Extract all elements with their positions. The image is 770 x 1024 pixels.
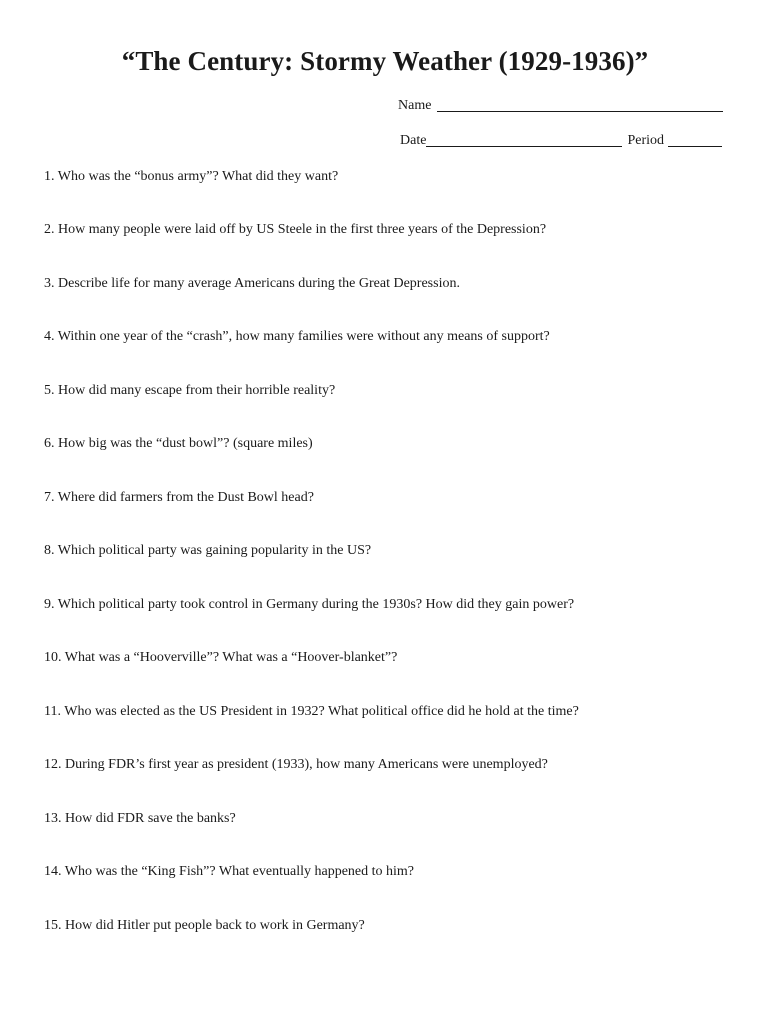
question-6: 6. How big was the “dust bowl”? (square miles): [44, 436, 313, 451]
question-2: 2. How many people were laid off by US Steele in the first three years of the Depression?: [44, 222, 547, 237]
question-3: 3. Describe life for many average Americans during the Great Depression.: [44, 276, 460, 291]
period-label: Period: [627, 133, 664, 148]
name-blank-line[interactable]: [437, 99, 723, 112]
date-period-field[interactable]: [400, 133, 722, 149]
question-13: 13. How did FDR save the banks?: [44, 811, 236, 826]
date-label: Date: [400, 133, 427, 148]
question-8: 8. Which political party was gaining popularity in the US?: [44, 543, 372, 558]
question-1: 1. Who was the “bonus army”? What did they want?: [44, 169, 339, 184]
question-4: 4. Within one year of the “crash”, how many families were without any means of support?: [44, 329, 550, 344]
question-5: 5. How did many escape from their horrible reality?: [44, 383, 336, 398]
question-12: 12. During FDR’s first year as president (1933), how many Americans were unemployed?: [44, 757, 548, 772]
page-title: “The Century: Stormy Weather (1929-1936)”: [121, 46, 649, 76]
period-blank-line[interactable]: [668, 134, 722, 147]
question-7: 7. Where did farmers from the Dust Bowl head?: [44, 490, 314, 505]
question-11: 11. Who was elected as the US President in 1932? What political office did he hold at the time?: [44, 704, 579, 719]
question-9: 9. Which political party took control in Germany during the 1930s? How did they gain power?: [44, 597, 575, 612]
question-14: 14. Who was the “King Fish”? What eventually happened to him?: [44, 864, 415, 879]
name-field[interactable]: [398, 98, 723, 114]
question-10: 10. What was a “Hooverville”? What was a “Hoover-blanket”?: [44, 650, 398, 665]
name-label: Name: [398, 98, 432, 113]
date-blank-line[interactable]: [426, 134, 622, 147]
question-15: 15. How did Hitler put people back to work in Germany?: [44, 918, 365, 933]
